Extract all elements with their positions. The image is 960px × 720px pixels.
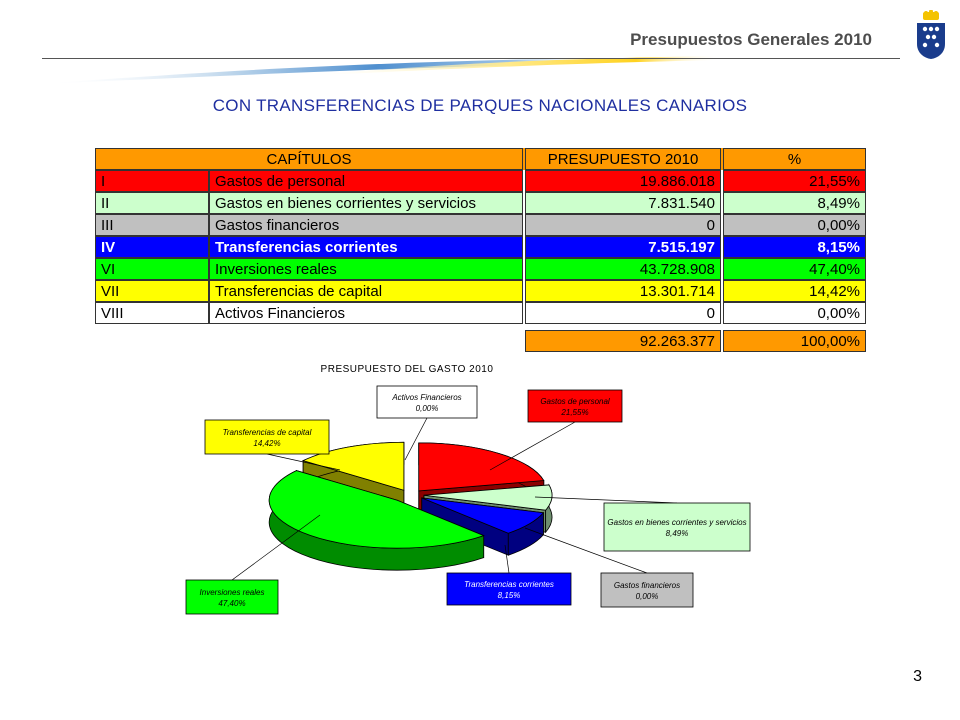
label-box xyxy=(447,573,571,605)
row-code: IV xyxy=(95,236,209,258)
slice-label-name: Inversiones reales xyxy=(199,588,265,597)
slice-label-value: 0,00% xyxy=(415,404,439,413)
label-box xyxy=(186,580,278,614)
row-name: Gastos de personal xyxy=(209,170,523,192)
row-code: III xyxy=(95,214,209,236)
total-pct: 100,00% xyxy=(723,330,866,352)
row-amount: 43.728.908 xyxy=(525,258,721,280)
slice-label-name: Transferencias de capital xyxy=(222,428,312,437)
row-amount: 7.831.540 xyxy=(525,192,721,214)
row-pct: 8,49% xyxy=(723,192,866,214)
row-code: VII xyxy=(95,280,209,302)
row-pct: 47,40% xyxy=(723,258,866,280)
row-code: VIII xyxy=(95,302,209,324)
slice-label xyxy=(186,515,320,614)
total-amount: 92.263.377 xyxy=(525,330,721,352)
page-number: 3 xyxy=(913,668,922,685)
header-title: Presupuestos Generales 2010 xyxy=(630,30,872,49)
row-amount: 19.886.018 xyxy=(525,170,721,192)
label-box xyxy=(205,420,329,454)
slice-label-value: 8,15% xyxy=(497,591,521,600)
row-code: II xyxy=(95,192,209,214)
row-name: Gastos en bienes corrientes y servicios xyxy=(209,192,523,214)
slice-label xyxy=(535,497,750,551)
row-code: VI xyxy=(95,258,209,280)
slice-label-value: 14,42% xyxy=(253,439,281,448)
row-pct: 14,42% xyxy=(723,280,866,302)
slice-label-name: Gastos de personal xyxy=(540,397,610,406)
row-name: Gastos financieros xyxy=(209,214,523,236)
row-pct: 0,00% xyxy=(723,214,866,236)
slice-label-value: 8,49% xyxy=(665,529,689,538)
row-name: Activos Financieros xyxy=(209,302,523,324)
label-box xyxy=(601,573,693,607)
row-pct: 21,55% xyxy=(723,170,866,192)
slice-label-value: 0,00% xyxy=(635,592,659,601)
header-capitulos: CAPÍTULOS xyxy=(95,148,523,170)
label-box xyxy=(528,390,622,422)
page-subtitle: CON TRANSFERENCIAS DE PARQUES NACIONALES CANARIOS xyxy=(212,96,748,115)
row-name: Transferencias de capital xyxy=(209,280,523,302)
header-presupuesto: PRESUPUESTO 2010 xyxy=(525,148,721,170)
row-amount: 0 xyxy=(525,302,721,324)
slice-label-name: Gastos en bienes corrientes y servicios xyxy=(607,518,747,527)
row-amount: 13.301.714 xyxy=(525,280,721,302)
slice-label-name: Gastos financieros xyxy=(613,581,681,590)
row-amount: 7.515.197 xyxy=(525,236,721,258)
row-amount: 0 xyxy=(525,214,721,236)
row-name: Transferencias corrientes xyxy=(209,236,523,258)
row-pct: 8,15% xyxy=(723,236,866,258)
header-pct: % xyxy=(723,148,866,170)
row-name: Inversiones reales xyxy=(209,258,523,280)
slice-label-value: 47,40% xyxy=(218,599,246,608)
row-code: I xyxy=(95,170,209,192)
leader-line xyxy=(535,497,677,503)
row-pct: 0,00% xyxy=(723,302,866,324)
leader-line xyxy=(490,422,575,470)
chart-title: PRESUPUESTO DEL GASTO 2010 xyxy=(320,364,494,375)
label-box xyxy=(604,503,750,551)
slice-label-name: Transferencias corrientes xyxy=(464,580,554,589)
slice-label-value: 21,55% xyxy=(561,408,589,417)
label-box xyxy=(377,386,477,418)
slice-label-name: Activos Financieros xyxy=(392,393,462,402)
